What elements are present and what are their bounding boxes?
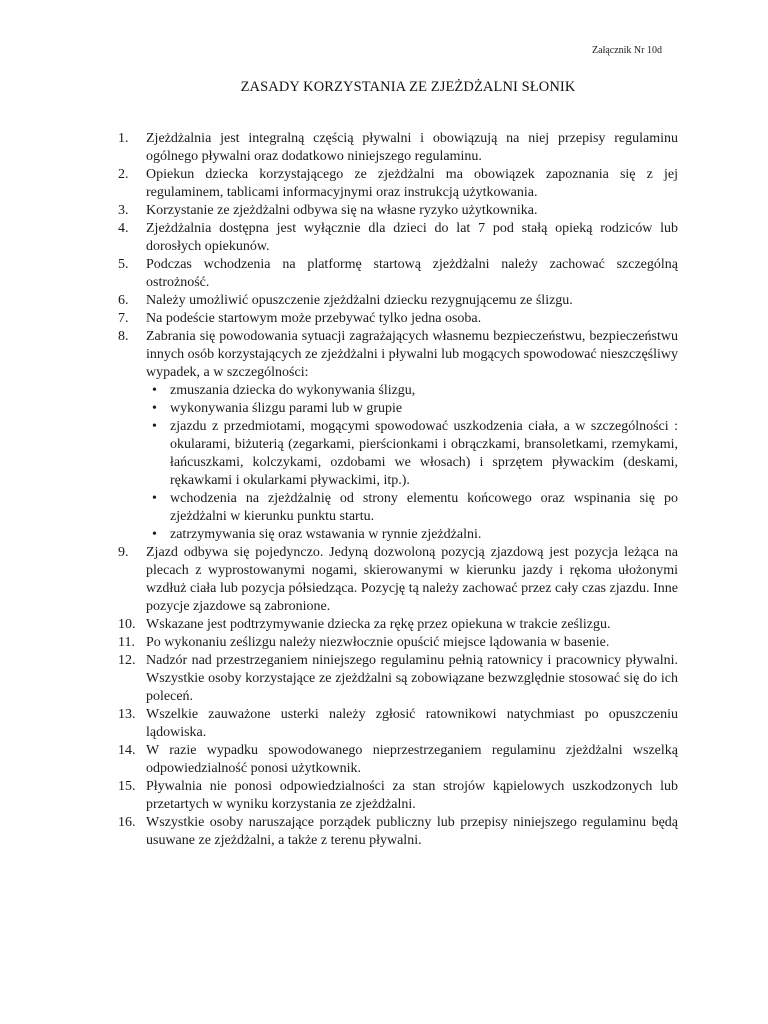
rule-text: Należy umożliwić opuszczenie zjeżdżalni dziecku rezygnującemu ze ślizgu.: [146, 293, 573, 308]
rule-text: Wskazane jest podtrzymywanie dziecka za rękę przez opiekuna w trakcie ześlizgu.: [146, 617, 611, 632]
prohibition-item: [146, 382, 678, 400]
rule-text: Korzystanie ze zjeżdżalni odbywa się na własne ryzyko użytkownika.: [146, 203, 538, 218]
rule-item: [118, 814, 678, 850]
rule-number: 12.: [118, 653, 136, 668]
bullet-icon: •: [152, 491, 157, 506]
rule-item: [118, 742, 678, 778]
rule-text: Podczas wchodzenia na platformę startową zjeżdżalni należy zachować szczególną ostrożność.: [146, 257, 678, 290]
rule-text: Zjeżdżalnia dostępna jest wyłącznie dla dzieci do lat 7 pod stałą opieką rodziców lub dorosłych opiekunów.: [146, 221, 678, 254]
prohibition-item: [146, 400, 678, 418]
rule-number: 7.: [118, 311, 129, 326]
rule-item: [118, 616, 678, 634]
rule-number: 2.: [118, 167, 129, 182]
rule-text: Po wykonaniu ześlizgu należy niezwłocznie opuścić miejsce lądowania w basenie.: [146, 635, 610, 650]
rule-number: 16.: [118, 815, 136, 830]
attachment-label: Załącznik Nr 10d: [592, 45, 662, 56]
prohibition-item: [146, 526, 678, 544]
rule-number: 8.: [118, 329, 129, 344]
rule-item: [118, 202, 678, 220]
rule-number: 4.: [118, 221, 129, 236]
rule-number: 1.: [118, 131, 129, 146]
prohibition-item: [146, 418, 678, 490]
rule-item: [118, 328, 678, 544]
rule-item: [118, 220, 678, 256]
rule-item: [118, 310, 678, 328]
rule-number: 5.: [118, 257, 129, 272]
rule-text: Zjazd odbywa się pojedynczo. Jedyną dozwoloną pozycją zjazdową jest pozycja leżąca na plecach z wyprostowanymi nogami, skierowanymi w kierunku jazdy i rękoma ułożonymi wzdłuż ciała lub pozycja półsiedząca. Pozycję tą należy zachować przez cały czas zjazdu. Inne pozycje zjazdowe są zabronione.: [146, 545, 678, 614]
page-title: ZASADY KORZYSTANIA ZE ZJEŻDŻALNI SŁONIK: [240, 79, 576, 95]
prohibition-text: zmuszania dziecka do wykonywania ślizgu,: [170, 383, 416, 398]
rule-number: 15.: [118, 779, 136, 794]
bullet-icon: •: [152, 383, 157, 398]
prohibitions-list: [146, 382, 678, 544]
rule-item: [118, 634, 678, 652]
rule-text: Zabrania się powodowania sytuacji zagrażających własnemu bezpieczeństwu, bezpieczeństwu innych osób korzystających ze zjeżdżalni i pływalni lub mogących spowodować nieszczęśliwy wypadek, a w szczególności:: [146, 329, 678, 380]
rule-item: [118, 778, 678, 814]
prohibition-text: zatrzymywania się oraz wstawania w rynnie zjeżdżalni.: [170, 527, 482, 542]
rule-number: 3.: [118, 203, 129, 218]
rule-text: Wszystkie osoby naruszające porządek publiczny lub przepisy niniejszego regulaminu będą usuwane ze zjeżdżalni, a także z terenu pływalni.: [146, 815, 678, 848]
rule-number: 10.: [118, 617, 136, 632]
bullet-icon: •: [152, 419, 157, 434]
rule-text: Nadzór nad przestrzeganiem niniejszego regulaminu pełnią ratownicy i pracownicy pływalni. Wszystkie osoby korzystające ze zjeżdżalni są zobowiązane bezwzględnie stosować się do ich poleceń.: [146, 653, 678, 704]
rule-text: W razie wypadku spowodowanego nieprzestrzeganiem regulaminu zjeżdżalni wszelką odpowiedzialność ponosi użytkownik.: [146, 743, 678, 776]
rule-text: Wszelkie zauważone usterki należy zgłosić ratownikowi natychmiast po opuszczeniu lądowiska.: [146, 707, 678, 740]
prohibition-text: wykonywania ślizgu parami lub w grupie: [170, 401, 403, 416]
rule-item: [118, 256, 678, 292]
rule-text: Pływalnia nie ponosi odpowiedzialności za stan strojów kąpielowych uszkodzonych lub przetartych w wyniku korzystania ze zjeżdżalni.: [146, 779, 678, 812]
prohibition-text: zjazdu z przedmiotami, mogącymi spowodować uszkodzenia ciała, a w szczególności : okularami, biżuterią (zegarkami, pierścionkami i obrączkami, bransoletkami, rzemykami, łańcuszkami, kolczykami, ozdobami we włosach) i sprzętem pływackim (deskami, rękawkami i okularkami pływackimi, itp.).: [170, 419, 678, 488]
rule-text: Na podeście startowym może przebywać tylko jedna osoba.: [146, 311, 482, 326]
rule-number: 6.: [118, 293, 129, 308]
rule-number: 14.: [118, 743, 136, 758]
rule-number: 9.: [118, 545, 129, 560]
rule-item: [118, 130, 678, 166]
bullet-icon: •: [152, 401, 157, 416]
rule-item: [118, 544, 678, 616]
rule-text: Zjeżdżalnia jest integralną częścią pływalni i obowiązują na niej przepisy regulaminu ogólnego pływalni oraz dodatkowo niniejszego regulaminu.: [146, 131, 678, 164]
rule-number: 13.: [118, 707, 136, 722]
rule-item: [118, 706, 678, 742]
rules-list: [118, 130, 678, 850]
prohibition-item: [146, 490, 678, 526]
rule-item: [118, 292, 678, 310]
rule-number: 11.: [118, 635, 135, 650]
rule-text: Opiekun dziecka korzystającego ze zjeżdżalni ma obowiązek zapoznania się z jej regulaminem, tablicami informacyjnymi oraz instrukcją użytkowania.: [146, 167, 678, 200]
rule-item: [118, 652, 678, 706]
rule-item: [118, 166, 678, 202]
bullet-icon: •: [152, 527, 157, 542]
prohibition-text: wchodzenia na zjeżdżalnię od strony elementu końcowego oraz wspinania się po zjeżdżalni w kierunku punktu startu.: [170, 491, 678, 524]
